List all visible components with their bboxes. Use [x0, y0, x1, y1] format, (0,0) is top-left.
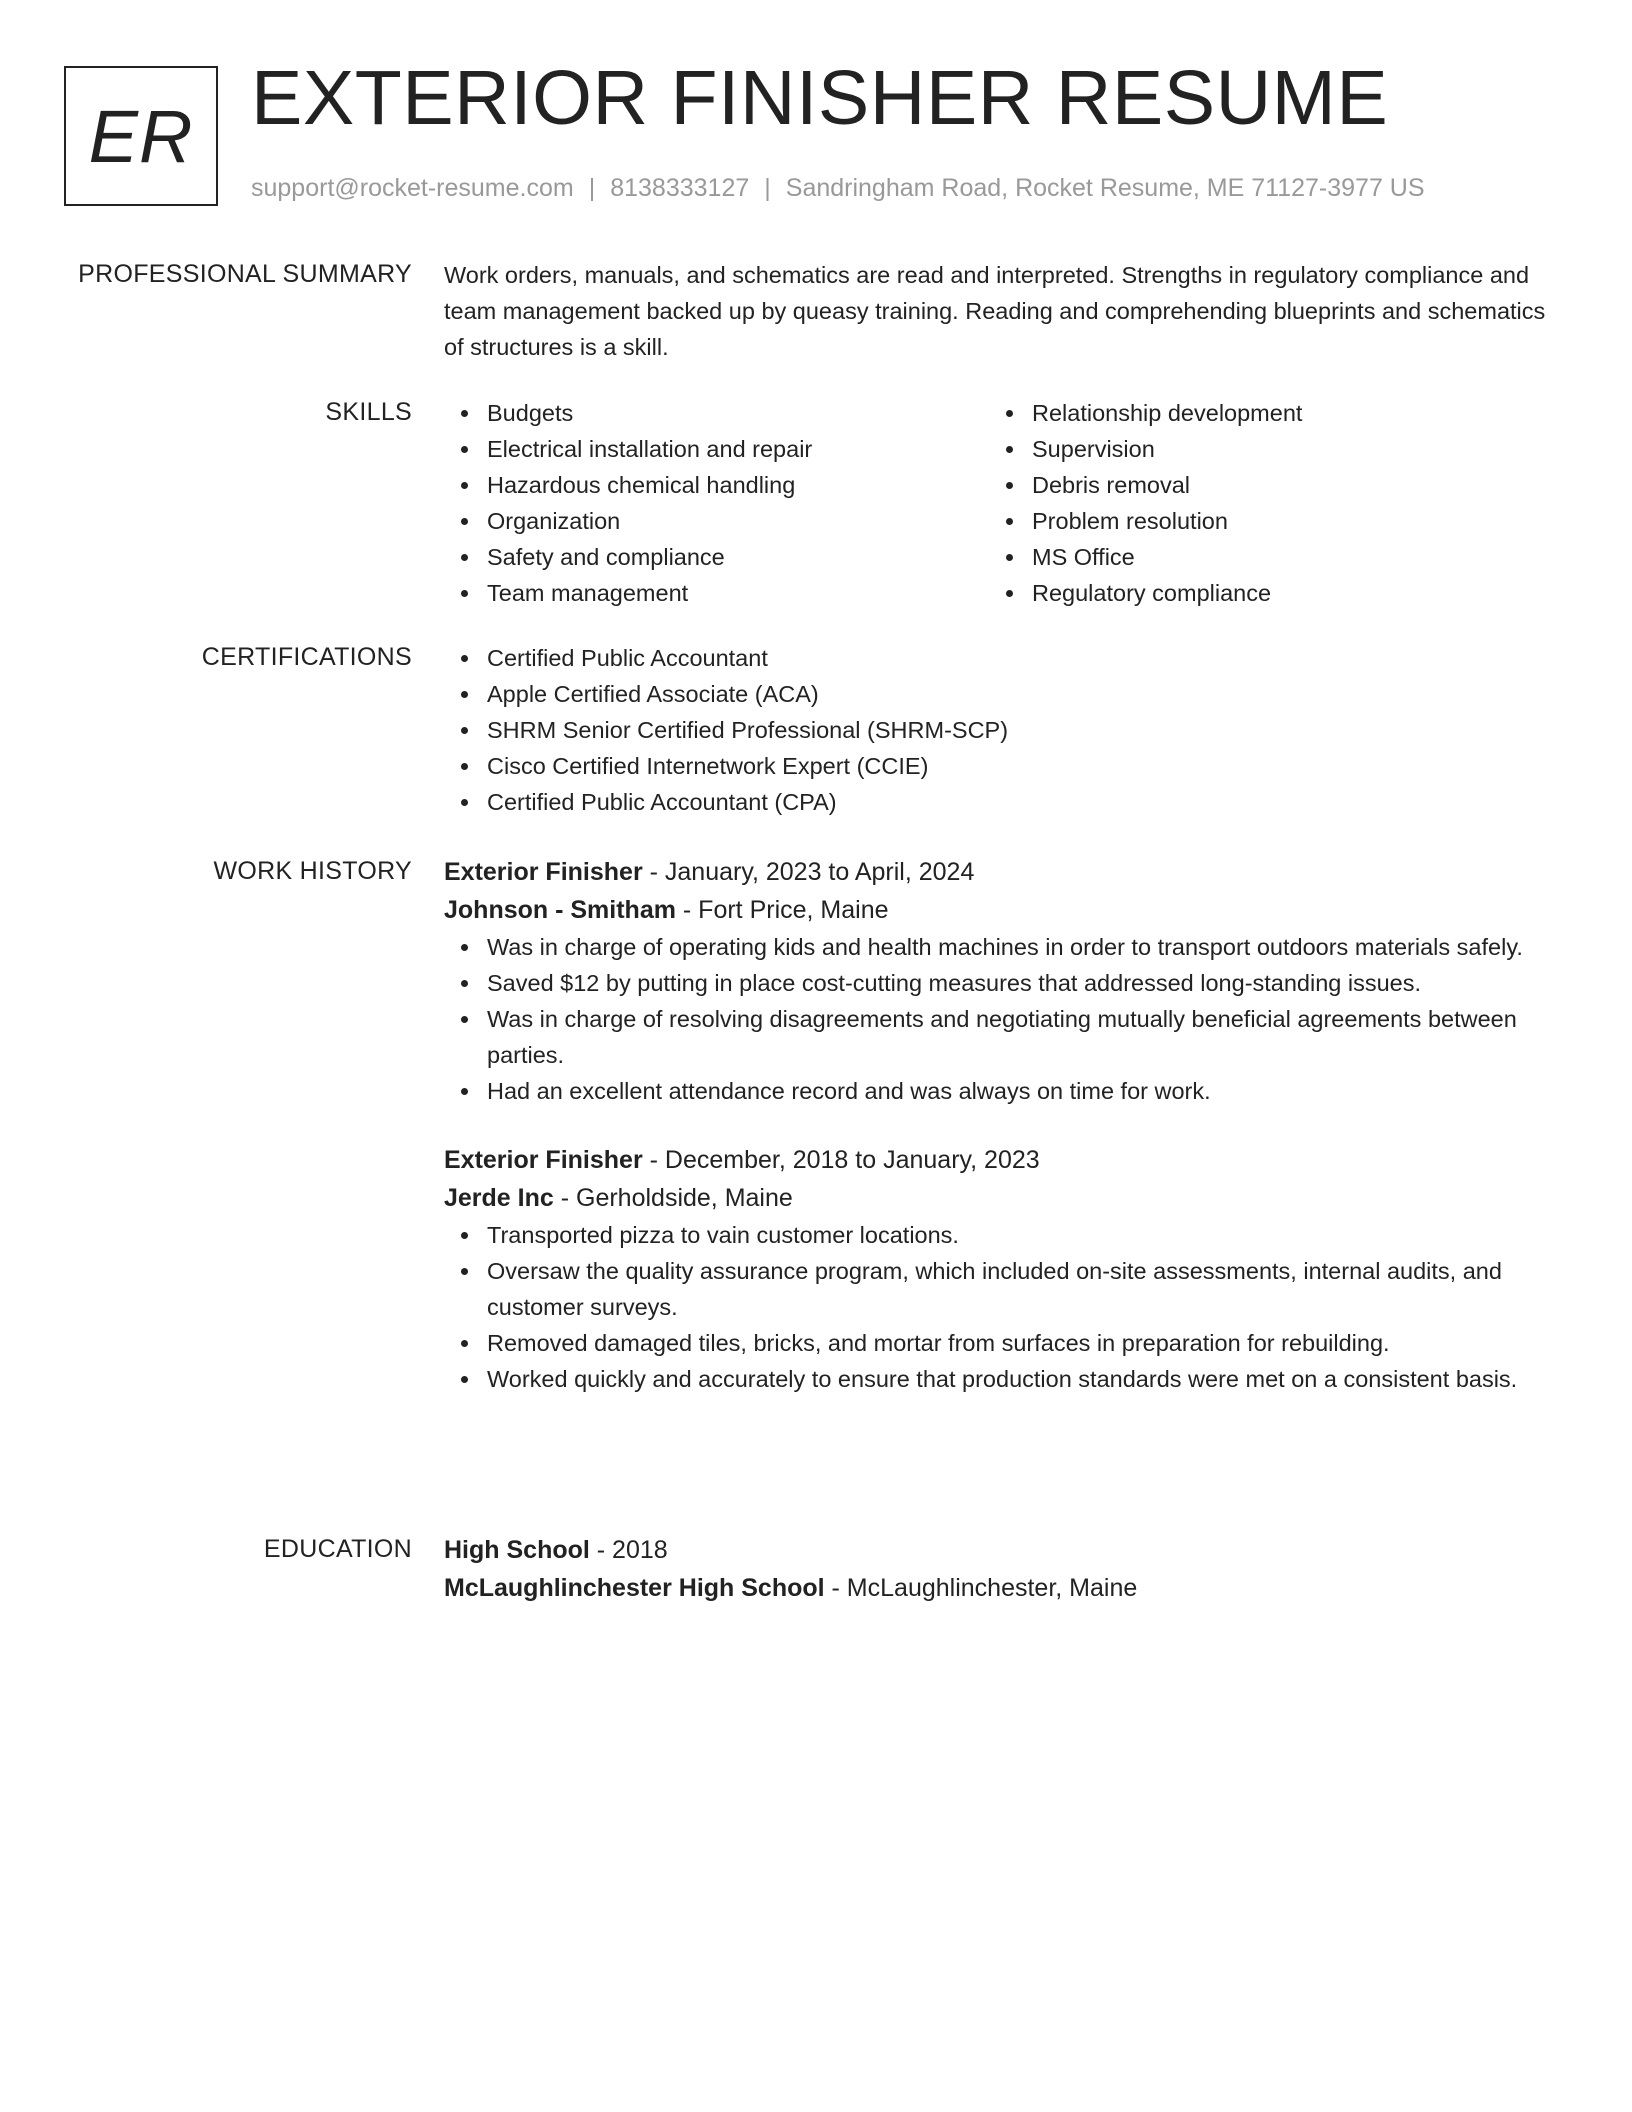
- list-item: Certified Public Accountant: [487, 640, 1554, 676]
- monogram-badge: ER: [64, 66, 218, 206]
- job-entry: [444, 1141, 1554, 1397]
- job-dates: - December, 2018 to January, 2023: [642, 1146, 1040, 1174]
- list-item: Problem resolution: [1032, 503, 1572, 539]
- job-title-line: [444, 1141, 1554, 1179]
- list-item: Budgets: [487, 395, 1027, 431]
- education-school: McLaughlinchester High School: [444, 1574, 825, 1602]
- work-history-body: [444, 853, 1554, 1397]
- certifications-body: [444, 640, 1554, 820]
- education-location: - McLaughlinchester, Maine: [824, 1574, 1138, 1602]
- list-item: Was in charge of operating kids and health machines in order to transport outdoors materials safely.: [487, 929, 1554, 965]
- list-item: SHRM Senior Certified Professional (SHRM-SCP): [487, 712, 1554, 748]
- skills-label: SKILLS: [325, 398, 412, 426]
- contact-separator: |: [588, 174, 596, 202]
- contact-phone: 8138333127: [610, 174, 750, 202]
- list-item: Saved $12 by putting in place cost-cutting measures that addressed long-standing issues.: [487, 965, 1554, 1001]
- job-title-line: [444, 853, 1554, 891]
- list-item: Electrical installation and repair: [487, 431, 1027, 467]
- list-item: Supervision: [1032, 431, 1572, 467]
- list-item: Safety and compliance: [487, 539, 1027, 575]
- education-body: [444, 1531, 1554, 1607]
- skills-list-left: [444, 395, 1027, 611]
- certifications-list: [444, 640, 1554, 820]
- list-item: Worked quickly and accurately to ensure that production standards were met on a consistent basis.: [487, 1361, 1554, 1397]
- job-company: Jerde Inc: [444, 1184, 554, 1212]
- list-item: Hazardous chemical handling: [487, 467, 1027, 503]
- list-item: Debris removal: [1032, 467, 1572, 503]
- list-item: Was in charge of resolving disagreements and negotiating mutually beneficial agreements between parties.: [487, 1001, 1554, 1073]
- list-item: Relationship development: [1032, 395, 1572, 431]
- list-item: Certified Public Accountant (CPA): [487, 784, 1554, 820]
- job-company-line: [444, 1179, 1554, 1217]
- list-item: Oversaw the quality assurance program, which included on-site assessments, internal audits, and customer surveys.: [487, 1253, 1554, 1325]
- contact-address: Sandringham Road, Rocket Resume, ME 71127-3977 US: [785, 174, 1425, 202]
- job-location: - Gerholdside, Maine: [553, 1184, 793, 1212]
- list-item: Cisco Certified Internetwork Expert (CCIE): [487, 748, 1554, 784]
- skills-body: [444, 395, 1554, 611]
- education-label: EDUCATION: [263, 1535, 412, 1563]
- list-item: MS Office: [1032, 539, 1572, 575]
- summary-body: [444, 257, 1554, 365]
- list-item: Had an excellent attendance record and was always on time for work.: [487, 1073, 1554, 1109]
- contact-email: support@rocket-resume.com: [251, 174, 574, 202]
- job-company-line: [444, 891, 1554, 929]
- summary-label: PROFESSIONAL SUMMARY: [78, 260, 412, 288]
- list-item: Apple Certified Associate (ACA): [487, 676, 1554, 712]
- job-bullets: [444, 1217, 1554, 1397]
- job-location: - Fort Price, Maine: [675, 896, 889, 924]
- job-title: Exterior Finisher: [444, 858, 643, 886]
- work-history-label: WORK HISTORY: [213, 857, 412, 885]
- contact-line: [251, 174, 1425, 203]
- summary-text: Work orders, manuals, and schematics are read and interpreted. Strengths in regulatory compliance and team management backed up by queasy training. Reading and comprehending blueprints and schematics of structures is a skill.: [444, 262, 1546, 360]
- education-degree: High School: [444, 1536, 590, 1564]
- page-title: EXTERIOR FINISHER RESUME: [251, 55, 1389, 141]
- education-year: - 2018: [589, 1536, 668, 1564]
- list-item: Team management: [487, 575, 1027, 611]
- list-item: Organization: [487, 503, 1027, 539]
- job-company: Johnson - Smitham: [444, 896, 676, 924]
- job-title: Exterior Finisher: [444, 1146, 643, 1174]
- job-entry: [444, 853, 1554, 1109]
- list-item: Removed damaged tiles, bricks, and mortar from surfaces in preparation for rebuilding.: [487, 1325, 1554, 1361]
- education-school-line: [444, 1569, 1554, 1607]
- job-dates: - January, 2023 to April, 2024: [642, 858, 975, 886]
- list-item: Regulatory compliance: [1032, 575, 1572, 611]
- skills-list-right: [989, 395, 1572, 611]
- education-degree-line: [444, 1531, 1554, 1569]
- skills-grid: [444, 395, 1554, 611]
- certifications-label: CERTIFICATIONS: [201, 643, 412, 671]
- job-bullets: [444, 929, 1554, 1109]
- contact-separator: |: [764, 174, 771, 202]
- list-item: Transported pizza to vain customer locations.: [487, 1217, 1554, 1253]
